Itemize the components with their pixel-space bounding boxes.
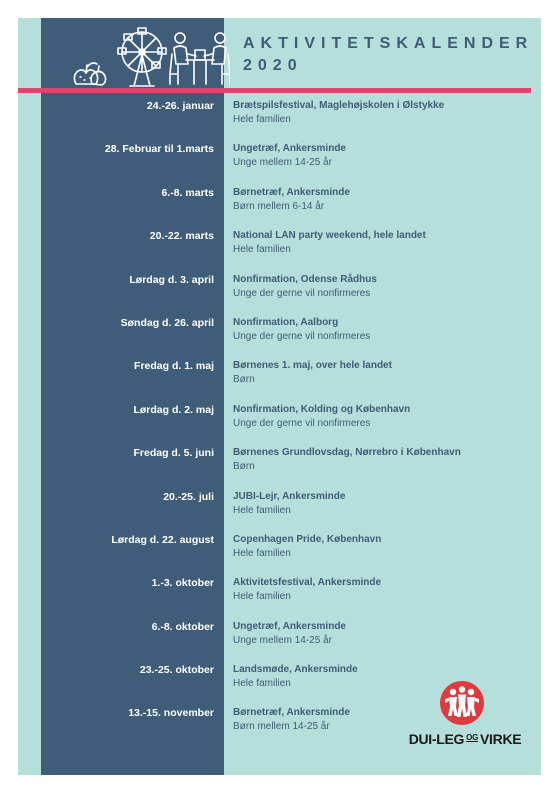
event-date: 23.-25. oktober (139, 664, 214, 677)
event-audience: Unge der gerne vil nonfirmeres (233, 287, 371, 299)
dui-leg-og-virke-logo (400, 680, 530, 760)
accent-divider (18, 88, 531, 93)
title-line-2: 2020 (243, 57, 303, 74)
event-name: Ungetræf, Ankersminde (233, 620, 346, 632)
event-name: Brætspilsfestival, Maglehøjskolen i Ølstykke (233, 100, 445, 111)
logo-text-og: OG (466, 733, 478, 742)
event-date: Lørdag d. 2. maj (133, 403, 214, 416)
event-audience: Hele familien (233, 504, 291, 516)
event-row (18, 184, 541, 227)
event-date: 24.-26. januar (146, 100, 214, 112)
event-name: Børnenes Grundlovsdag, Nørrebro i København (233, 447, 461, 459)
event-audience: Hele familien (233, 114, 291, 125)
event-list (18, 97, 541, 748)
event-name: Børnetræf, Ankersminde (233, 707, 350, 719)
event-date: 1.-3. oktober (151, 577, 214, 590)
event-row (18, 271, 541, 314)
event-date: 6.-8. marts (161, 186, 214, 199)
event-name: JUBI-Lejr, Ankersminde (233, 490, 346, 502)
page-title (243, 33, 533, 77)
event-name: Aktivitetsfestival, Ankersminde (233, 577, 382, 589)
event-date: 20.-22. marts (149, 230, 214, 243)
event-audience: Unge mellem 14-25 år (233, 157, 332, 169)
event-audience: Børn mellem 6-14 år (233, 200, 325, 212)
event-name: National LAN party weekend, hele landet (233, 230, 426, 242)
logo-text-part2: VIRKE (480, 731, 522, 747)
logo-text-part1: DUI-LEG (408, 731, 465, 747)
event-audience: Børn (233, 374, 255, 386)
event-audience: Unge der gerne vil nonfirmeres (233, 417, 371, 429)
event-row (18, 488, 541, 531)
ferris-wheel-icon (118, 28, 166, 86)
fruit-icon (74, 63, 105, 85)
event-row (18, 140, 541, 183)
event-row (18, 401, 541, 444)
event-name: Nonfirmation, Odense Rådhus (233, 273, 377, 285)
event-audience: Hele familien (233, 547, 291, 559)
event-row (18, 314, 541, 357)
event-date: Lørdag d. 22. august (111, 533, 214, 546)
event-name: Børnenes 1. maj, over hele landet (233, 360, 392, 372)
event-row (18, 444, 541, 487)
header-illustration (70, 24, 230, 88)
event-row (18, 227, 541, 270)
event-date: Fredag d. 1. maj (134, 360, 214, 373)
event-date: Fredag d. 5. juni (133, 447, 214, 460)
event-audience: Unge mellem 14-25 år (233, 634, 332, 646)
event-row (18, 97, 541, 140)
event-date: 20.-25. juli (163, 490, 214, 503)
event-date: 13.-15. november (128, 707, 214, 720)
people-at-table-icon (170, 33, 230, 84)
event-date: Lørdag d. 3. april (129, 273, 214, 286)
event-date: 28. Februar til 1.marts (104, 143, 214, 156)
event-audience: Unge der gerne vil nonfirmeres (233, 330, 371, 342)
event-audience: Børn mellem 14-25 år (233, 721, 330, 733)
event-row (18, 531, 541, 574)
logo-wordmark (400, 731, 530, 747)
event-name: Copenhagen Pride, København (233, 533, 382, 545)
event-audience: Børn (233, 461, 255, 473)
event-row (18, 574, 541, 617)
event-name: Landsmøde, Ankersminde (233, 664, 358, 676)
event-name: Børnetræf, Ankersminde (233, 186, 350, 198)
event-name: Ungetræf, Ankersminde (233, 143, 346, 155)
event-audience: Hele familien (233, 678, 291, 690)
event-audience: Hele familien (233, 244, 291, 256)
event-audience: Hele familien (233, 591, 291, 603)
event-row (18, 618, 541, 661)
logo-emblem-icon (439, 680, 485, 726)
title-line-1: AKTIVITETSKALENDER (243, 35, 534, 52)
event-date: 6.-8. oktober (151, 620, 214, 633)
event-row (18, 357, 541, 400)
event-date: Søndag d. 26. april (120, 316, 214, 329)
event-name: Nonfirmation, Aalborg (233, 316, 339, 328)
calendar-page (18, 18, 541, 775)
event-name: Nonfirmation, Kolding og København (233, 403, 411, 415)
